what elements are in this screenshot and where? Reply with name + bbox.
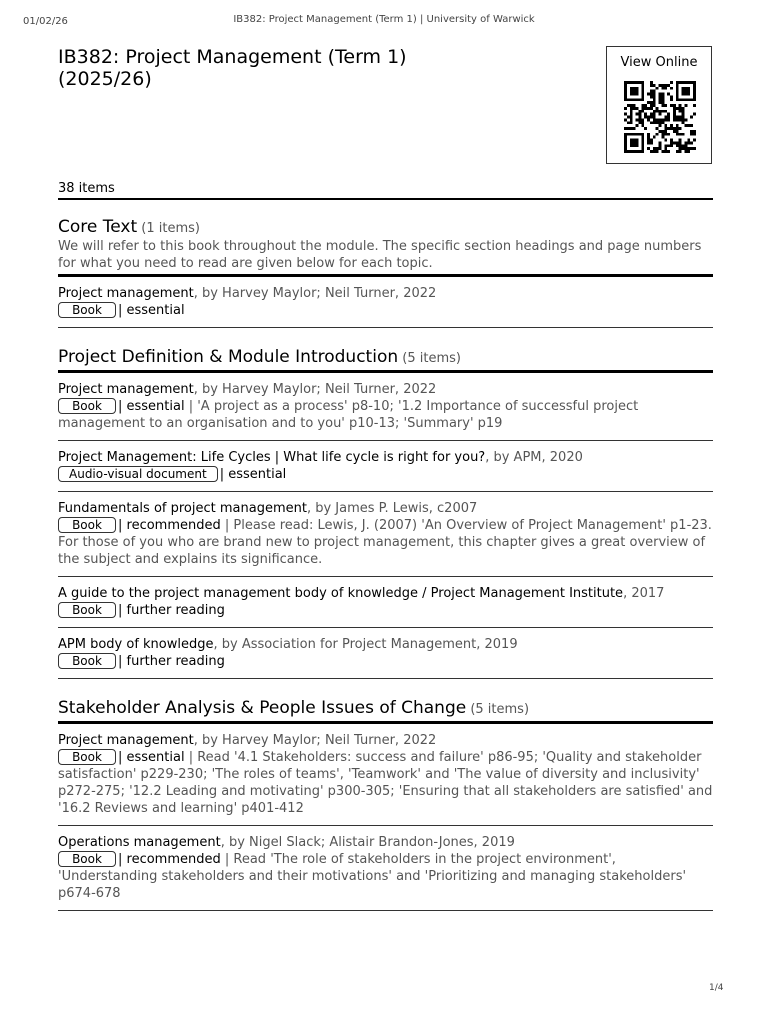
importance-label: | essential <box>118 399 185 414</box>
item-meta <box>58 749 713 817</box>
item-meta <box>58 466 713 483</box>
item-meta <box>58 302 713 319</box>
resource-type-badge: Book <box>58 851 116 867</box>
section-header <box>58 216 713 277</box>
item-author: , by James P. Lewis, c2007 <box>306 501 478 516</box>
item-citation <box>58 285 713 302</box>
section-title[interactable]: Core Text <box>58 217 138 237</box>
section-title[interactable]: Project Definition & Module Introduction <box>58 347 399 367</box>
list-item <box>58 724 713 826</box>
item-title-link[interactable]: Project management <box>58 286 194 301</box>
item-meta <box>58 851 713 902</box>
section <box>58 346 713 679</box>
importance-label: | recommended <box>118 518 221 533</box>
reading-list <box>58 181 713 911</box>
item-note: | Please read: Lewis, J. (2007) 'An Overview of Project Management' p1-23. For those of you who are brand new to project management, this chapter gives a great overview of the subject and explains its significance. <box>58 518 712 567</box>
item-citation <box>58 381 713 398</box>
item-meta <box>58 602 713 619</box>
importance-label: | further reading <box>118 603 225 618</box>
item-citation <box>58 732 713 749</box>
list-item <box>58 277 713 328</box>
list-item <box>58 577 713 628</box>
item-note: | Read '4.1 Stakeholders: success and failure' p86-95; 'Quality and stakeholder satisfaction' p229-230; 'The roles of teams', 'Teamwork' and 'The value of diversity and inclusivity' p272-275; '12.2 Leading and motivating' p300-305; 'Ensuring that all stakeholders are satisfied' and '16.2 Reviews and learning' p401-412 <box>58 750 713 816</box>
resource-type-badge: Book <box>58 398 116 414</box>
item-author: , by Association for Project Management, 2019 <box>213 637 518 652</box>
section-count: (1 items) <box>137 221 200 236</box>
item-title-link[interactable]: Project management <box>58 733 194 748</box>
importance-label: | essential <box>118 750 185 765</box>
item-citation <box>58 500 713 517</box>
view-online-label[interactable]: View Online <box>620 55 698 70</box>
qr-code-icon <box>624 81 696 153</box>
list-item <box>58 441 713 492</box>
item-meta <box>58 517 713 568</box>
importance-label: | further reading <box>118 654 225 669</box>
page-number: 1/4 <box>709 983 724 993</box>
list-item <box>58 492 713 577</box>
resource-type-badge: Book <box>58 302 116 318</box>
print-title: IB382: Project Management (Term 1) | University of Warwick <box>233 14 535 25</box>
importance-label: | recommended <box>118 852 221 867</box>
importance-label: | essential <box>219 467 287 482</box>
page-title: IB382: Project Management (Term 1) (2025/26) <box>58 46 407 90</box>
item-citation <box>58 585 713 602</box>
item-title-link[interactable]: A guide to the project management body of knowledge / Project Management Institute <box>58 586 624 601</box>
resource-type-badge: Book <box>58 517 116 533</box>
importance-label: | essential <box>118 303 185 318</box>
item-note: | Read 'The role of stakeholders in the project environment', 'Understanding stakeholders and their motivations' and 'Prioritizing and managing stakeholders' p674-678 <box>58 852 687 901</box>
item-author: , by Nigel Slack; Alistair Brandon-Jones, 2019 <box>220 835 515 850</box>
section-count: (5 items) <box>398 351 461 366</box>
item-citation <box>58 834 713 851</box>
section <box>58 216 713 328</box>
item-title-link[interactable]: Project Management: Life Cycles | What life cycle is right for you? <box>58 450 486 465</box>
print-header <box>0 14 768 30</box>
resource-type-badge: Book <box>58 749 116 765</box>
item-author: , by Harvey Maylor; Neil Turner, 2022 <box>193 733 437 748</box>
section-count: (5 items) <box>466 702 530 717</box>
print-date: 01/02/26 <box>23 16 68 27</box>
section-header <box>58 346 713 373</box>
section-title[interactable]: Stakeholder Analysis & People Issues of Change <box>58 698 467 718</box>
resource-type-badge: Book <box>58 653 116 669</box>
item-citation <box>58 449 713 466</box>
item-title-link[interactable]: Project management <box>58 382 194 397</box>
resource-type-badge: Book <box>58 602 116 618</box>
item-title-link[interactable]: APM body of knowledge <box>58 637 214 652</box>
section-description: We will refer to this book throughout the module. The specific section headings and page numbers for what you need to read are given below for each topic. <box>58 239 702 271</box>
resource-type-badge: Audio-visual document <box>58 466 218 482</box>
section-header <box>58 697 713 724</box>
item-meta <box>58 398 713 432</box>
view-online-box[interactable] <box>606 46 712 164</box>
list-item <box>58 373 713 441</box>
item-note: | 'A project as a process' p8-10; '1.2 Importance of successful project management to an organisation and to you' p10-13; 'Summary' p19 <box>58 399 639 431</box>
item-citation <box>58 636 713 653</box>
item-author: , by Harvey Maylor; Neil Turner, 2022 <box>193 382 437 397</box>
list-item <box>58 826 713 911</box>
list-item <box>58 628 713 679</box>
section <box>58 697 713 911</box>
item-author: , by APM, 2020 <box>485 450 583 465</box>
item-author: , by Harvey Maylor; Neil Turner, 2022 <box>193 286 437 301</box>
item-author: , 2017 <box>623 586 665 601</box>
item-meta <box>58 653 713 670</box>
item-count: 38 items <box>58 181 713 200</box>
item-title-link[interactable]: Fundamentals of project management <box>58 501 307 516</box>
item-title-link[interactable]: Operations management <box>58 835 221 850</box>
